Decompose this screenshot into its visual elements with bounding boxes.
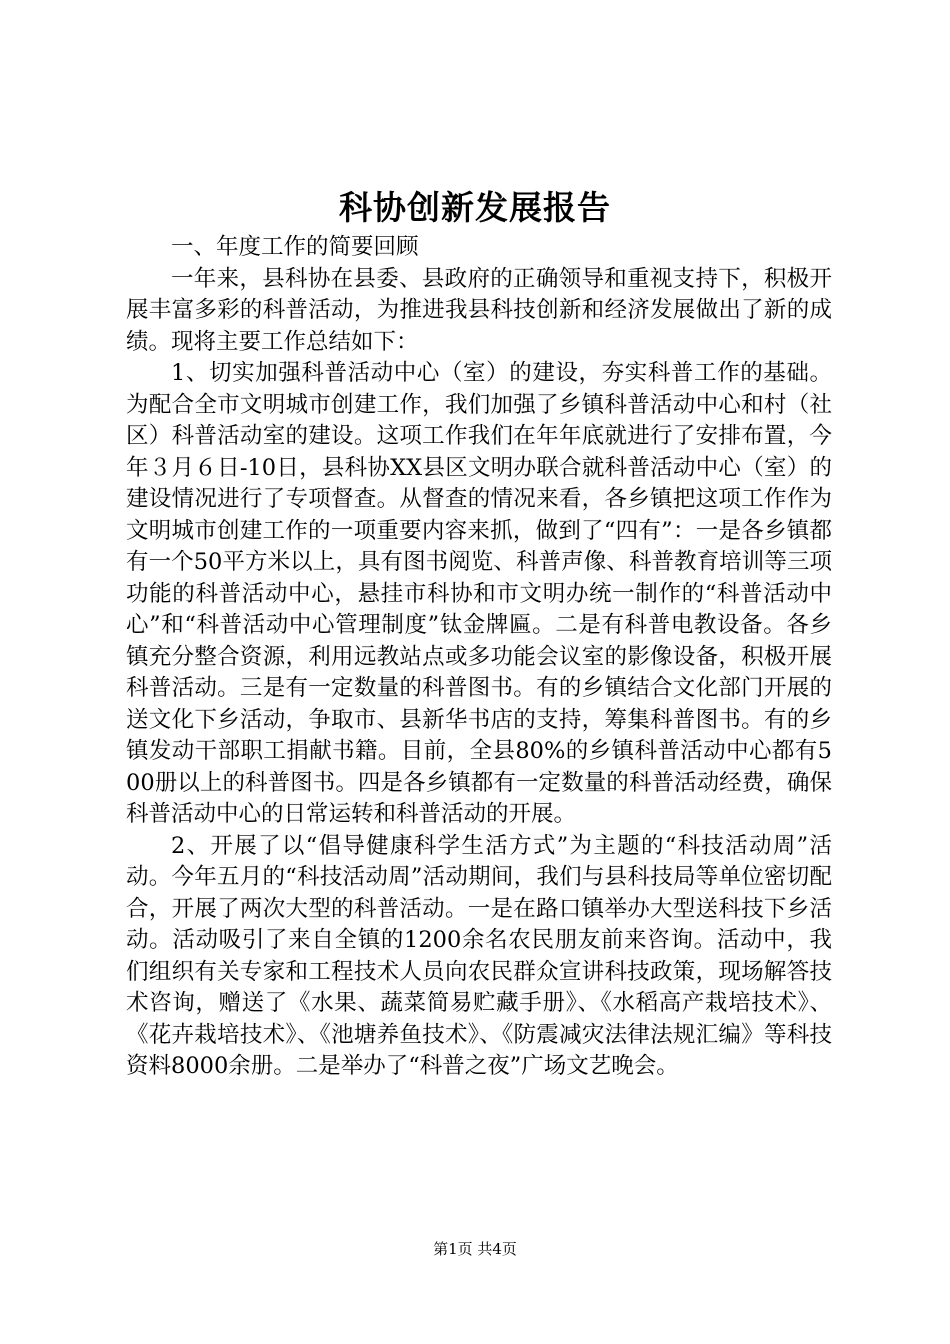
page-title: 科协创新发展报告 xyxy=(339,188,611,227)
paragraph-item-1: 1、切实加强科普活动中心（室）的建设，夯实科普工作的基础。为配合全市文明城市创建工作，我们加强了乡镇科普活动中心和村（社区）科普活动室的建设。这项工作我们在年年底就进行了安排布置，今年３月６日-10日，县科协XX县区文明办联合就科普活动中心（室）的建设情况进行了专项督查。从督查的情况来看，各乡镇把这项工作作为文明城市创建工作的一项重要内容来抓，做到了“四有”：一是各乡镇都有一个50平方米以上，具有图书阅览、科普声像、科普教育培训等三项功能的科普活动中心，悬挂市科协和市文明办统一制作的“科普活动中心”和“科普活动中心管理制度”钛金牌匾。二是有科普电教设备。各乡镇充分整合资源，利用远教站点或多功能会议室的影像设备，积极开展科普活动。三是有一定数量的科普图书。有的乡镇结合文化部门开展的送文化下乡活动，争取市、县新华书店的支持，筹集科普图书。有的乡镇发动干部职工捐献书籍。目前，全县80%的乡镇科普活动中心都有500册以上的科普图书。四是各乡镇都有一定数量的科普活动经费，确保科普活动中心的日常运转和科普活动的开展。 xyxy=(126,360,832,827)
section-heading: 一、年度工作的简要回顾 xyxy=(171,234,419,260)
document-body xyxy=(126,232,832,1083)
page-number: 第1页 共4页 xyxy=(433,1240,517,1258)
paragraph-intro: 一年来，县科协在县委、县政府的正确领导和重视支持下，积极开展丰富多彩的科普活动，为推进我县科技创新和经济发展做出了新的成绩。现将主要工作总结如下： xyxy=(126,265,832,355)
paragraph-item-2: 2、开展了以“倡导健康科学生活方式”为主题的“科技活动周”活动。今年五月的“科技活动周”活动期间，我们与县科技局等单位密切配合，开展了两次大型的科普活动。一是在路口镇举办大型送科技下乡活动。活动吸引了来自全镇的1200余名农民朋友前来咨询。活动中，我们组织有关专家和工程技术人员向农民群众宣讲科技政策，现场解答技术咨询，赠送了《水果、蔬菜简易贮藏手册》、《水稻高产栽培技术》、《花卉栽培技术》、《池塘养鱼技术》、《防震减灾法律法规汇编》等科技资料8000余册。二是举办了“科普之夜”广场文艺晚会。 xyxy=(126,832,832,1079)
